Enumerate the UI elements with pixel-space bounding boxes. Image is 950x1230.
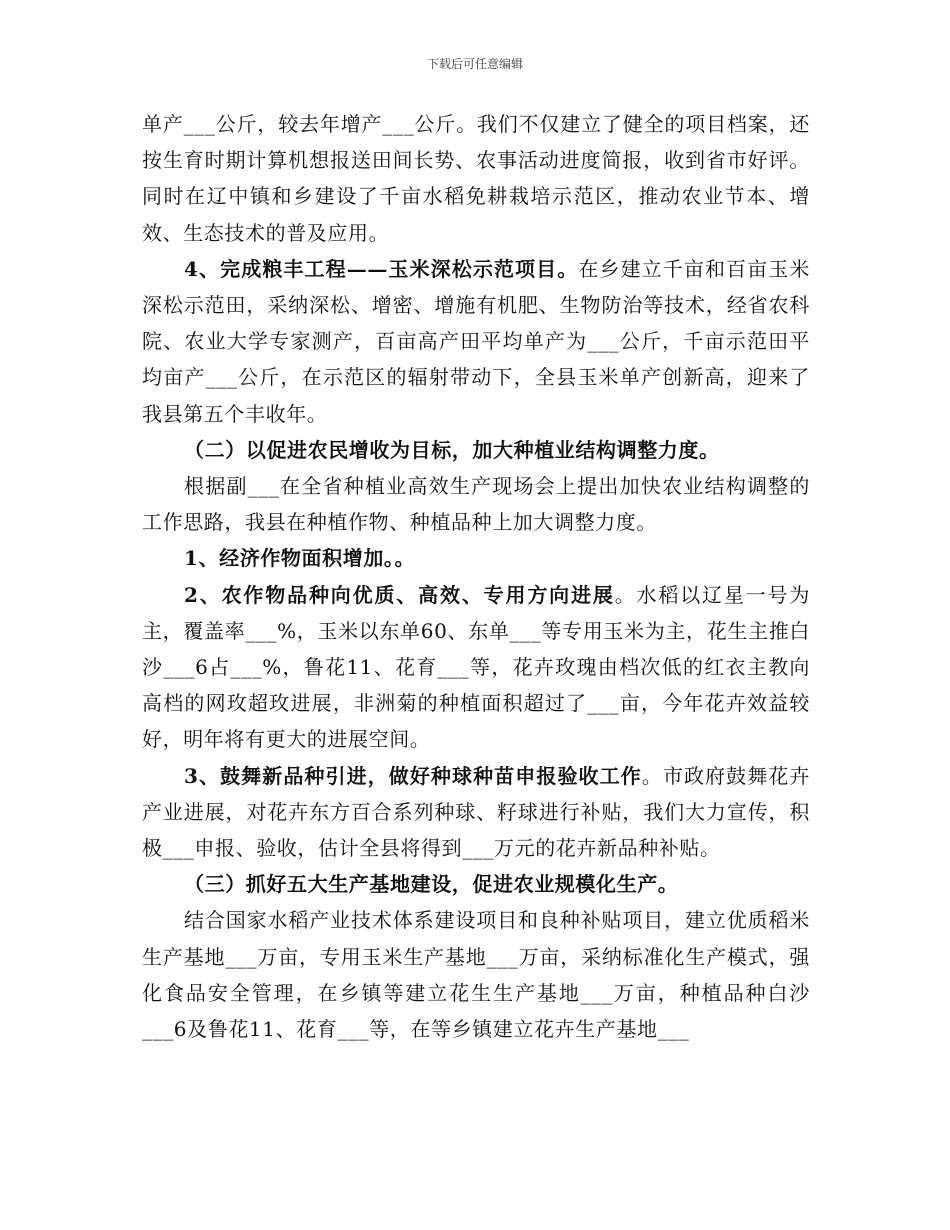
paragraph-5-heading: 2、农作物品种向优质、高效、专用方向进展	[184, 582, 615, 607]
paragraph-5-text: 。水稻以辽星一号为主，覆盖率___%，玉米以东单60、东单___等专用玉米为主，花生主推白沙___6占___%，鲁花11、花育___等，花卉玫瑰由档次低的红衣主教向高档的网玫超玫进展，非洲菊的种植面积超过了___亩，今年花卉效益较好，明年将有更大的进展空间。	[142, 582, 810, 752]
paragraph-5	[142, 577, 810, 758]
section-heading-3: （三）抓好五大生产基地建设，促进农业规模化生产。	[184, 872, 679, 897]
section-heading-2: （二）以促进农民增收为目标，加大种植业结构调整力度。	[184, 437, 720, 462]
paragraph-2-text: 在乡建立千亩和百亩玉米深松示范田，采纳深松、增密、增施有机肥、生物防治等技术，经省农科院、农业大学专家测产，百亩高产田平均单产为___公斤，千亩示范田平均亩产___公斤，在示范区的辐射带动下，全县玉米单产创新高，迎来了我县第五个丰收年。	[142, 256, 810, 426]
document-body	[142, 106, 810, 1047]
paragraph-6	[142, 758, 810, 867]
paragraph-1: 单产___公斤，较去年增产___公斤。我们不仅建立了健全的项目档案，还按生育时期计算机想报送田间长势、农事活动进度简报，收到省市好评。同时在辽中镇和乡建设了千亩水稻免耕栽培示范区，推动农业节本、增效、生态技术的普及应用。	[142, 112, 810, 245]
page-header: 下载后可任意编辑	[426, 57, 523, 71]
paragraph-6-heading: 3、鼓舞新品种引进，做好种球种苗申报验收工作	[184, 763, 642, 788]
paragraph-4-heading: 1、经济作物面积增加。。	[184, 546, 416, 571]
paragraph-7: 结合国家水稻产业技术体系建设项目和良种补贴项目，建立优质稻米生产基地___万亩，专用玉米生产基地___万亩，采纳标准化生产模式，强化食品安全管理，在乡镇等建立花生生产基地___万亩，种植品种白沙___6及鲁花11、花育___等，在等乡镇建立花卉生产基地___	[142, 908, 810, 1042]
paragraph-6-text: 。市政府鼓舞花卉产业进展，对花卉东方百合系列种球、籽球进行补贴，我们大力宣传，积极___申报、验收，估计全县将得到___万元的花卉新品种补贴。	[142, 763, 810, 861]
paragraph-2-heading: 4、完成粮丰工程——玉米深松示范项目。	[184, 256, 579, 281]
paragraph-2	[142, 251, 810, 432]
paragraph-3: 根据副___在全省种植业高效生产现场会上提出加快农业结构调整的工作思路，我县在种植作物、种植品种上加大调整力度。	[142, 474, 810, 535]
